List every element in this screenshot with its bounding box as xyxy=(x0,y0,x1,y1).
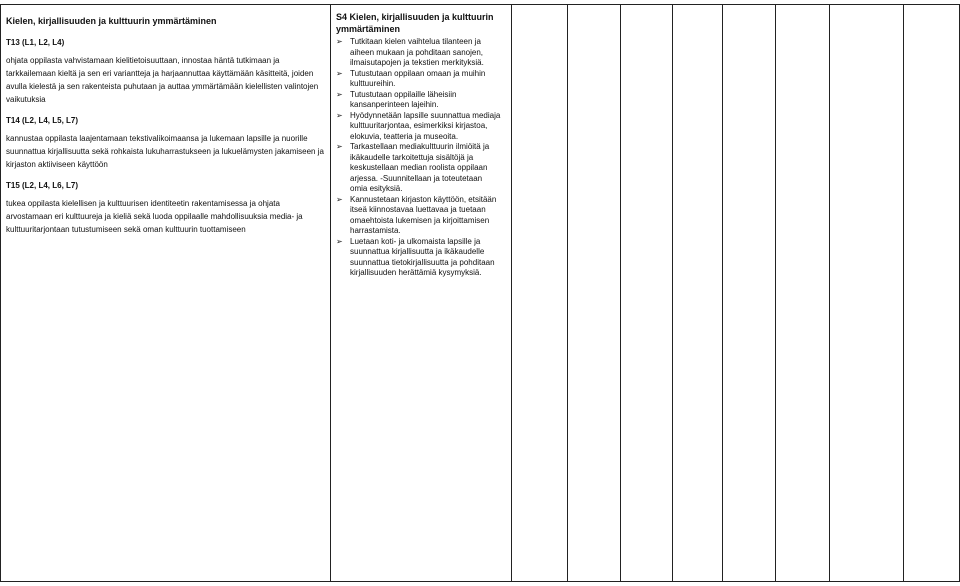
column-divider-9 xyxy=(903,4,904,582)
column-divider-2 xyxy=(511,4,512,582)
list-item: ➢ Kannustetaan kirjaston käyttöön, etsitään itseä kiinnostavaa luettavaa ja tuetaan omaehtoista lukemisen ja kirjoittamisen harrastamista. xyxy=(336,194,497,235)
arrow-bullet-icon: ➢ xyxy=(336,110,343,120)
list-item: ➢ Luetaan koti- ja ulkomaista lapsille ja suunnattua kirjallisuutta ja ikäkaudelle suunnattua tietokirjallisuutta ja pohditaan kirjallisuuden herättämiä kysymyksiä. xyxy=(336,236,495,277)
list-item: ➢ Hyödynnetään lapsille suunnattua mediaja kulttuuritarjontaa, esimerkiksi kirjastoa, elokuvia, teatteria ja museoita. xyxy=(336,110,501,141)
list-item: ➢ Tutustutaan oppilaille läheisiin kansanperinteen lajeihin. xyxy=(336,89,457,109)
column-divider-5 xyxy=(672,4,673,582)
content-list xyxy=(336,37,501,279)
column-divider-3 xyxy=(567,4,568,582)
objective-text-t13: ohjata oppilasta vahvistamaan kielitietoisuuttaan, innostaa häntä tutkimaan ja tarkkailemaan kieltä ja sen eri variantteja ja harjaannuttaa käyttämään käsitteitä, joiden avulla kielestä ja sen rakenteista puhutaan ja auttaa ymmärtämään kielellisten valintojen vaikutuksia xyxy=(6,56,319,104)
arrow-bullet-icon: ➢ xyxy=(336,194,343,204)
list-item: ➢ Tutustutaan oppilaan omaan ja muihin kulttuureihin. xyxy=(336,68,486,88)
column-divider-1 xyxy=(330,4,331,582)
objective-code-t13: T13 (L1, L2, L4) xyxy=(6,38,65,47)
list-item: ➢ Tarkastellaan mediakulttuurin ilmiöitä ja ikäkaudelle tarkoitettuja sisältöjä ja keskustellaan median roolista oppilaan arjessa. -Suunnitellaan ja toteutetaan omia esityksiä. xyxy=(336,142,490,193)
column-divider-4 xyxy=(620,4,621,582)
list-item: ➢ Tutkitaan kielen vaihtelua tilanteen ja aiheen mukaan ja pohditaan sanojen, ilmaisutapojen ja tekstien merkityksiä. xyxy=(336,37,484,67)
objective-code-t15: T15 (L2, L4, L6, L7) xyxy=(6,181,79,190)
objective-text-t15: tukea oppilasta kielellisen ja kulttuurisen identiteetin rakentamisessa ja ohjata arvostamaan eri kulttuureja ja kieliä sekä luoda oppilaalle mahdollisuuksia media- ja kulttuuritarjontaan tutustumiseen sekä oman kulttuurin tuottamiseen xyxy=(6,199,303,234)
objective-text-t14: kannustaa oppilasta laajentamaan tekstivalikoimaansa ja lukemaan lapsille ja nuorille suunnattua kirjallisuutta sekä rohkaista lukuharrastukseen ja lukuelämysten jakamiseen ja kirjaston aktiiviseen käyttöön xyxy=(6,134,324,169)
content-heading: S4 Kielen, kirjallisuuden ja kulttuurin ymmärtäminen xyxy=(336,12,494,34)
table-bottom-border xyxy=(0,581,960,582)
objectives-heading: Kielen, kirjallisuuden ja kulttuurin ymmärtäminen xyxy=(6,16,217,26)
arrow-bullet-icon: ➢ xyxy=(336,37,343,46)
column-divider-7 xyxy=(775,4,776,582)
objective-code-t14: T14 (L2, L4, L5, L7) xyxy=(6,116,79,125)
objectives-cell xyxy=(6,14,326,236)
column-divider-8 xyxy=(829,4,830,582)
arrow-bullet-icon: ➢ xyxy=(336,236,343,246)
arrow-bullet-icon: ➢ xyxy=(336,89,343,99)
arrow-bullet-icon: ➢ xyxy=(336,142,343,151)
table-left-border xyxy=(0,4,1,582)
column-divider-6 xyxy=(722,4,723,582)
arrow-bullet-icon: ➢ xyxy=(336,68,343,78)
content-cell xyxy=(336,11,501,279)
table-top-border xyxy=(0,4,960,5)
